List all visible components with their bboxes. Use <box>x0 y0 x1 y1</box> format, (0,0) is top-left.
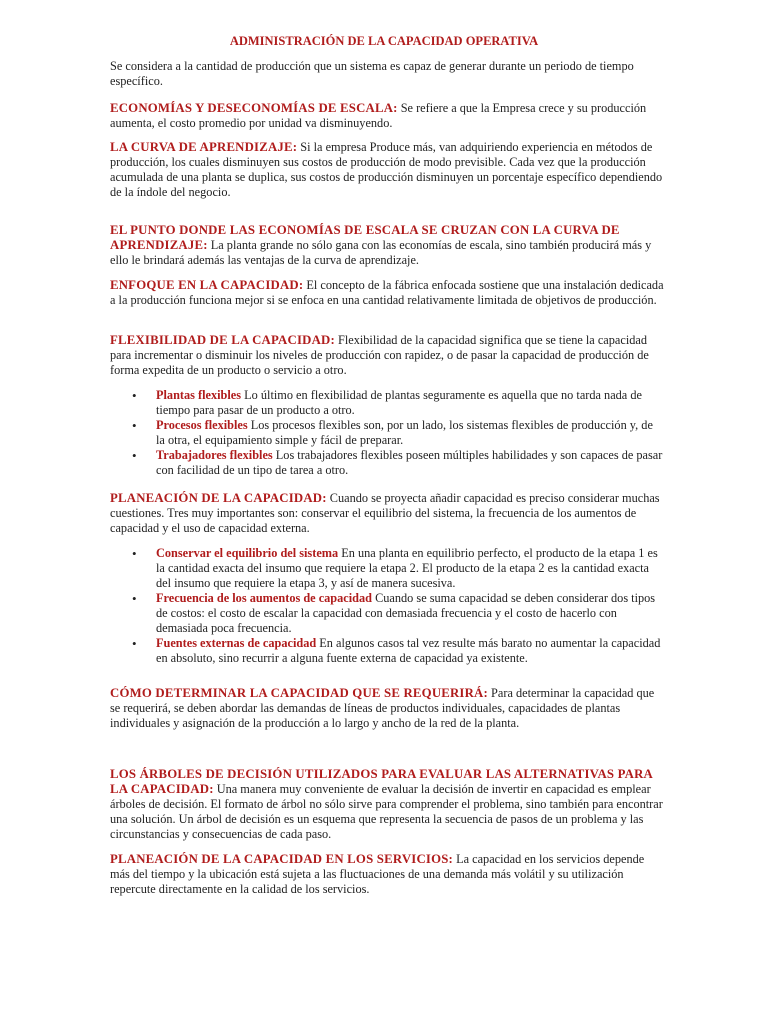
list-item <box>110 546 664 591</box>
section-heading: PLANEACIÓN DE LA CAPACIDAD: <box>110 491 327 505</box>
section-servicios <box>110 852 664 897</box>
section-curva-aprendizaje <box>110 140 664 200</box>
bullet-text: En una planta en equilibrio perfecto, el producto de la etapa 1 es la cantidad exacta del insumo que requiere la etapa 2. El producto de la etapa 2 es la cantidad exacta del insumo que requiere la etapa 3, y así de manera sucesiva. <box>156 546 658 590</box>
list-item <box>110 418 664 448</box>
section-heading: CÓMO DETERMINAR LA CAPACIDAD QUE SE REQUERIRÁ: <box>110 686 488 700</box>
section-text: Si la empresa Produce más, van adquiriendo experiencia en métodos de producción, los cuales disminuyen sus costos de producción de modo previsible. Cada vez que la producción acumulada de una planta se duplica, sus costos de producción disminuyen un porcentaje específico dependiendo de la índole del negocio. <box>110 140 663 199</box>
intro-paragraph: Se considera a la cantidad de producción que un sistema es capaz de generar durante un periodo de tiempo específico. <box>110 59 634 88</box>
bullet-term: Conservar el equilibrio del sistema <box>156 546 339 560</box>
list-item <box>110 388 664 418</box>
section-punto-cruce <box>110 223 664 268</box>
section-heading: LOS ÁRBOLES DE DECISIÓN UTILIZADOS PARA EVALUAR LAS ALTERNATIVAS PARA LA CAPACIDAD: <box>110 767 653 796</box>
bullet-text: Cuando se suma capacidad se deben considerar dos tipos de costos: el costo de escalar la capacidad con demasiada frecuencia y el costo de hacerlo con demasiada poca frecuencia. <box>156 591 656 635</box>
bullet-term: Procesos flexibles <box>156 418 248 432</box>
section-text: Cuando se proyecta añadir capacidad es preciso considerar muchas cuestiones. Tres muy importantes son: conservar el equilibrio del sistema, la frecuencia de los aumentos de capacidad y el uso de capacidad externa. <box>110 491 660 535</box>
document-title: ADMINISTRACIÓN DE LA CAPACIDAD OPERATIVA <box>229 34 539 48</box>
flexibility-bullet-list <box>110 388 664 478</box>
section-heading: EL PUNTO DONDE LAS ECONOMÍAS DE ESCALA SE CRUZAN CON LA CURVA DE APRENDIZAJE: <box>110 223 620 252</box>
section-heading: ENFOQUE EN LA CAPACIDAD: <box>110 278 304 292</box>
section-text: Se refiere a que la Empresa crece y su producción aumenta, el costo promedio por unidad va disminuyendo. <box>110 101 647 130</box>
section-text: Una manera muy conveniente de evaluar la decisión de invertir en capacidad es emplear árboles de decisión. El formato de árbol no sólo sirve para comprender el problema, sino también para encontrar una solución. Un árbol de decisión es un esquema que representa la secuencia de pasos de un problema y las circunstancias y consecuencias de cada paso. <box>110 782 663 841</box>
section-arboles-decision <box>110 767 664 842</box>
section-text: La capacidad en los servicios depende más del tiempo y la ubicación está sujeta a las fluctuaciones de una demanda más volátil y su utilización repercute directamente en la calidad de los servicios. <box>110 852 645 896</box>
bullet-text: Los procesos flexibles son, por un lado, los sistemas flexibles de producción y, de la otra, el equipamiento simple y fácil de preparar. <box>156 418 653 447</box>
section-heading: ECONOMÍAS Y DESECONOMÍAS DE ESCALA: <box>110 101 398 115</box>
bullet-term: Frecuencia de los aumentos de capacidad <box>156 591 372 605</box>
list-item <box>110 591 664 636</box>
section-economias <box>110 101 664 131</box>
planning-bullet-list <box>110 546 664 666</box>
bullet-term: Fuentes externas de capacidad <box>156 636 317 650</box>
section-flexibilidad <box>110 333 664 378</box>
section-text: El concepto de la fábrica enfocada sostiene que una instalación dedicada a la producción funciona mejor si se enfoca en una cantidad relativamente limitada de objetivos de producción. <box>110 278 664 307</box>
bullet-text: Los trabajadores flexibles poseen múltiples habilidades y son capaces de pasar con facilidad de un tipo de tarea a otro. <box>156 448 663 477</box>
section-enfoque <box>110 278 664 308</box>
section-text: La planta grande no sólo gana con las economías de escala, sino también producirá más y ello le brindará además las ventajas de la curva de aprendizaje. <box>110 238 652 267</box>
section-text: Flexibilidad de la capacidad significa que se tiene la capacidad para incrementar o disminuir los niveles de producción con rapidez, o de pasar la capacidad de producción de forma expedita de un producto o servicio a otro. <box>110 333 649 377</box>
list-item <box>110 448 664 478</box>
list-item <box>110 636 664 666</box>
section-planeacion <box>110 491 664 536</box>
bullet-text: Lo último en flexibilidad de plantas seguramente es aquella que no tarda nada de tiempo para pasar de un producto a otro. <box>156 388 642 417</box>
bullet-text: En algunos casos tal vez resulte más barato no aumentar la capacidad en absoluto, sino recurrir a alguna fuente externa de capacidad ya existente. <box>156 636 661 665</box>
section-heading: FLEXIBILIDAD DE LA CAPACIDAD: <box>110 333 335 347</box>
section-heading: LA CURVA DE APRENDIZAJE: <box>110 140 298 154</box>
section-heading: PLANEACIÓN DE LA CAPACIDAD EN LOS SERVICIOS: <box>110 852 454 866</box>
section-como-determinar <box>110 686 664 731</box>
bullet-term: Trabajadores flexibles <box>156 448 273 462</box>
bullet-term: Plantas flexibles <box>156 388 242 402</box>
section-text: Para determinar la capacidad que se requerirá, se deben abordar las demandas de líneas de productos individuales, capacidades de plantas individuales y asignación de la producción a lo largo y ancho de la red de la planta. <box>110 686 655 730</box>
